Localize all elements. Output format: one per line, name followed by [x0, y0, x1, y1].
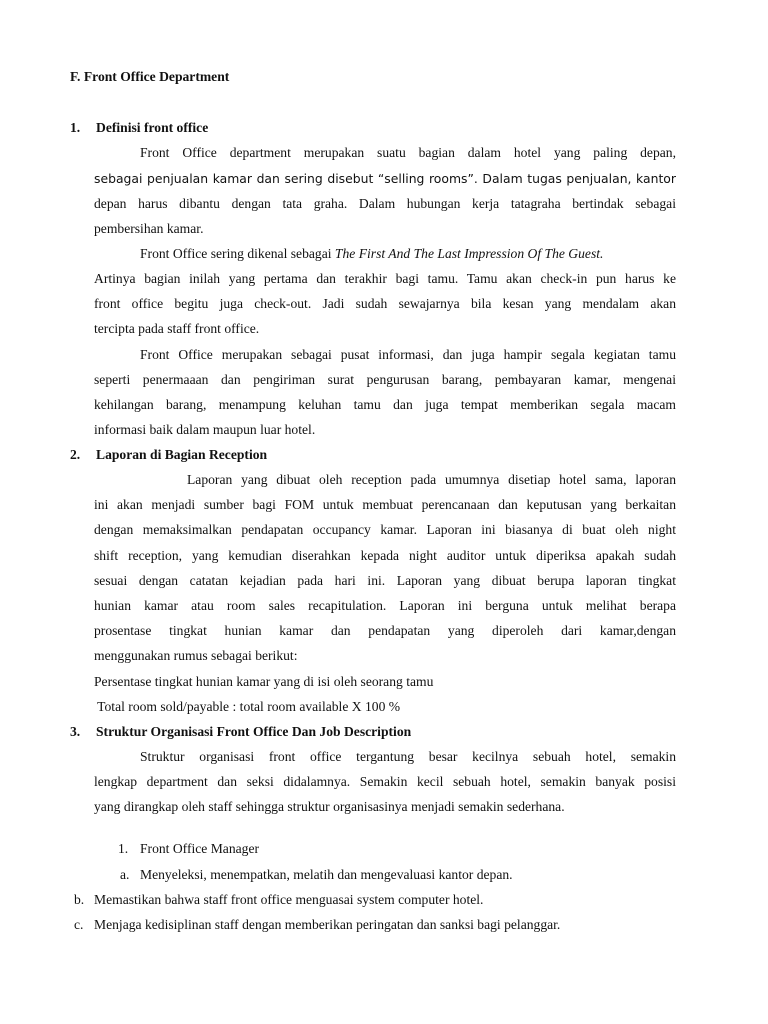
- task-text: Memastikan bahwa staff front office menguasai system computer hotel.: [94, 892, 484, 907]
- section-number: 3.: [70, 724, 81, 739]
- paragraph-line: lengkap department dan seksi didalamnya. Semakin kecil sebuah hotel, semakin banyak posisi: [94, 774, 676, 789]
- task-item: [120, 866, 513, 884]
- task-item: [74, 891, 483, 909]
- paragraph-line: dengan memaksimalkan pendapatan occupancy kamar. Laporan ini biasanya di buat oleh night: [94, 522, 676, 537]
- paragraph-line: Front Office merupakan sebagai pusat informasi, dan juga hampir segala kegiatan tamu: [140, 347, 676, 362]
- section-title: Definisi front office: [96, 120, 209, 135]
- subitem-label: Front Office Manager: [140, 841, 260, 856]
- paragraph-line: Struktur organisasi front office tergantung besar kecilnya sebuah hotel, semakin: [140, 749, 676, 764]
- section-number: 2.: [70, 447, 81, 462]
- task-marker: a.: [120, 867, 130, 882]
- subitem-heading: [118, 840, 259, 858]
- paragraph-line: seperti penermaaan dan pengiriman surat pengurusan barang, pembayaran kamar, mengenai: [94, 372, 676, 387]
- paragraph-line: Front Office department merupakan suatu bagian dalam hotel yang paling depan,: [140, 145, 676, 160]
- emphasized-phrase: The First And The Last Impression Of The Guest.: [334, 246, 604, 261]
- paragraph-line: sebagai penjualan kamar dan sering disebut “selling rooms”. Dalam tugas penjualan, kantor: [94, 171, 676, 186]
- paragraph-line: hunian kamar atau room sales recapitulation. Laporan ini berguna untuk melihat berapa: [94, 598, 676, 613]
- paragraph-line: prosentase tingkat hunian kamar dan pendapatan yang diperoleh dari kamar,dengan: [94, 623, 676, 638]
- section-title: Struktur Organisasi Front Office Dan Job Description: [96, 724, 412, 739]
- paragraph-line: shift reception, yang kemudian diserahkan kepada night auditor untuk diperiksa apakah sudah: [94, 548, 676, 563]
- paragraph-line: sesuai dengan catatan kejadian pada hari ini. Laporan yang dibuat berupa laporan tingkat: [94, 573, 676, 588]
- paragraph-line: yang dirangkap oleh staff sehingga struktur organisasinya menjadi semakin sederhana.: [94, 799, 565, 814]
- paragraph-line: front office begitu juga check-out. Jadi sudah sewajarnya bila kesan yang mendalam akan: [94, 296, 676, 311]
- paragraph-line: kehilangan barang, menampung keluhan tamu dan juga tempat memberikan segala macam: [94, 397, 676, 412]
- subitem-number: 1.: [118, 841, 129, 856]
- paragraph-line: Laporan yang dibuat oleh reception pada umumnya disetiap hotel sama, laporan: [187, 472, 676, 487]
- task-marker: b.: [74, 892, 85, 907]
- paragraph-line: Artinya bagian inilah yang pertama dan terakhir bagi tamu. Tamu akan check-in pun harus ke: [94, 271, 676, 286]
- document-title: F. Front Office Department: [70, 69, 230, 84]
- paragraph-line: [140, 245, 603, 263]
- paragraph-line: depan harus dibantu dengan tata graha. Dalam hubungan kerja tatagraha bertindak sebagai: [94, 196, 676, 211]
- section-1-heading: [70, 119, 208, 137]
- paragraph-line: menggunakan rumus sebagai berikut:: [94, 648, 298, 663]
- paragraph-line: pembersihan kamar.: [94, 221, 204, 236]
- paragraph-line: informasi baik dalam maupun luar hotel.: [94, 422, 316, 437]
- task-marker: c.: [74, 917, 84, 932]
- paragraph-line: ini akan menjadi sumber bagi FOM untuk membuat perencanaan dan keputusan yang berkaitan: [94, 497, 676, 512]
- task-item: [74, 916, 560, 934]
- task-text: Menyeleksi, menempatkan, melatih dan mengevaluasi kantor depan.: [140, 867, 513, 882]
- section-3-heading: [70, 723, 411, 741]
- task-text: Menjaga kedisiplinan staff dengan memberikan peringatan dan sanksi bagi pelanggar.: [94, 917, 561, 932]
- formula-label: Persentase tingkat hunian kamar yang di isi oleh seorang tamu: [94, 674, 434, 689]
- paragraph-line: tercipta pada staff front office.: [94, 321, 260, 336]
- paragraph-text: Front Office sering dikenal sebagai: [140, 246, 335, 261]
- section-number: 1.: [70, 120, 81, 135]
- section-title: Laporan di Bagian Reception: [96, 447, 268, 462]
- formula: Total room sold/payable : total room available X 100 %: [94, 699, 401, 714]
- section-2-heading: [70, 446, 267, 464]
